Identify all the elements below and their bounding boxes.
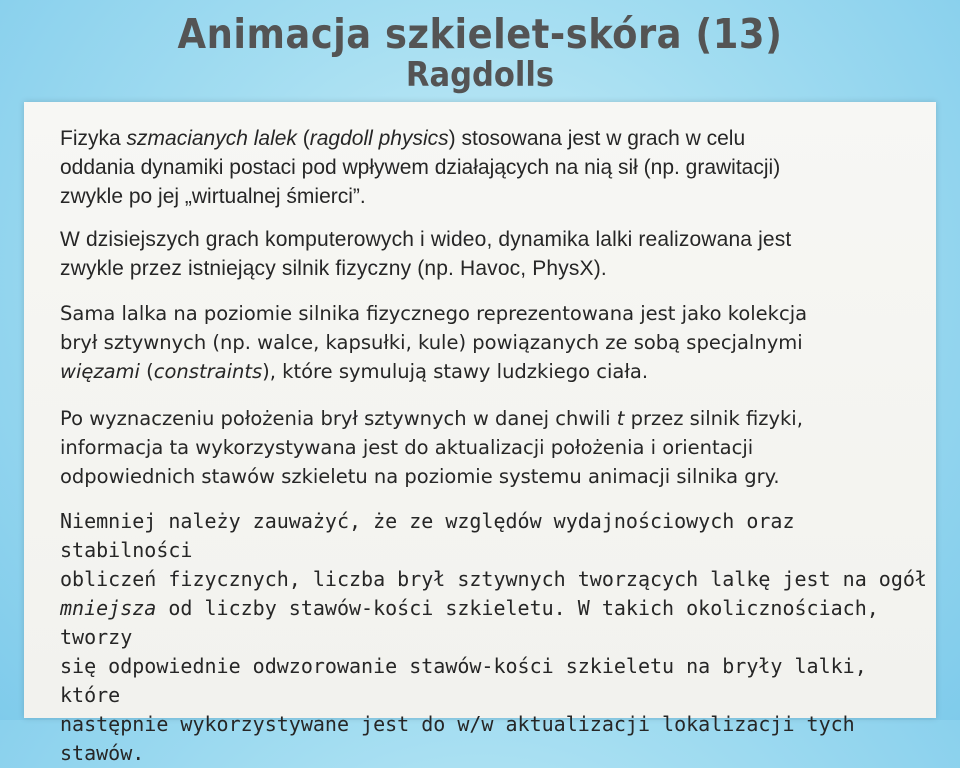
- emphasis-text: t: [616, 407, 625, 430]
- text-run: przez silnik fizyki, informacja ta wykorzystywana jest do aktualizacji położenia i orientacji odpowiednich stawów szkieletu na poziomie systemu animacji silnika gry.: [60, 407, 803, 488]
- text-run: (: [139, 360, 154, 383]
- text-run: (: [296, 127, 310, 150]
- paragraph-1: [60, 124, 932, 211]
- text-run: ) stosowana jest w grach w celu oddania dynamiki postaci pod wpływem działających na nią sił (np. grawitacji) zwykle po jej „wirtualnej śmierci”.: [60, 127, 781, 208]
- paragraph-5: [60, 507, 932, 768]
- slide-title: [0, 10, 960, 95]
- text-run: W dzisiejszych grach komputerowych i wideo, dynamika lalki realizowana jest zwykle przez istniejący silnik fizyczny (np. Havoc, PhysX).: [60, 228, 792, 280]
- emphasis-text: szmacianych lalek: [126, 127, 297, 150]
- subtitle-text: Ragdolls: [405, 54, 555, 95]
- text-run: Po wyznaczeniu położenia brył sztywnych w danej chwili: [60, 407, 617, 430]
- emphasis-text: więzami: [60, 360, 140, 383]
- emphasis-text: ragdoll physics: [309, 127, 449, 150]
- paragraph-3: [60, 299, 932, 386]
- content-panel: [24, 102, 936, 765]
- text-run: Niemniej należy zauważyć, że ze względów wydajnościowych oraz stabilności obliczeń fizycznych, liczba brył sztywnych tworzących lalkę jest na ogół: [60, 509, 927, 591]
- text-run: Sama lalka na poziomie silnika fizycznego reprezentowana jest jako kolekcja brył sztywnych (np. walce, kapsułki, kule) powiązanych ze sobą specjalnymi: [60, 302, 808, 354]
- title-text: Animacja szkielet-skóra (13): [177, 10, 783, 58]
- text-run: ), które symulują stawy ludzkiego ciała.: [262, 360, 649, 383]
- emphasis-text: mniejsza: [60, 596, 157, 620]
- text-run: Fizyka: [60, 127, 127, 150]
- emphasis-text: constraints: [153, 360, 263, 383]
- text-run: od liczby stawów-kości szkieletu. W takich okolicznościach, tworzy się odpowiednie odwzorowanie stawów-kości szkieletu na bryły lalki, które następnie wykorzystywane jest do w/w aktualizacji lokalizacji tych stawów.: [60, 596, 879, 765]
- paragraph-2: [60, 225, 932, 283]
- paragraph-4: [60, 404, 932, 491]
